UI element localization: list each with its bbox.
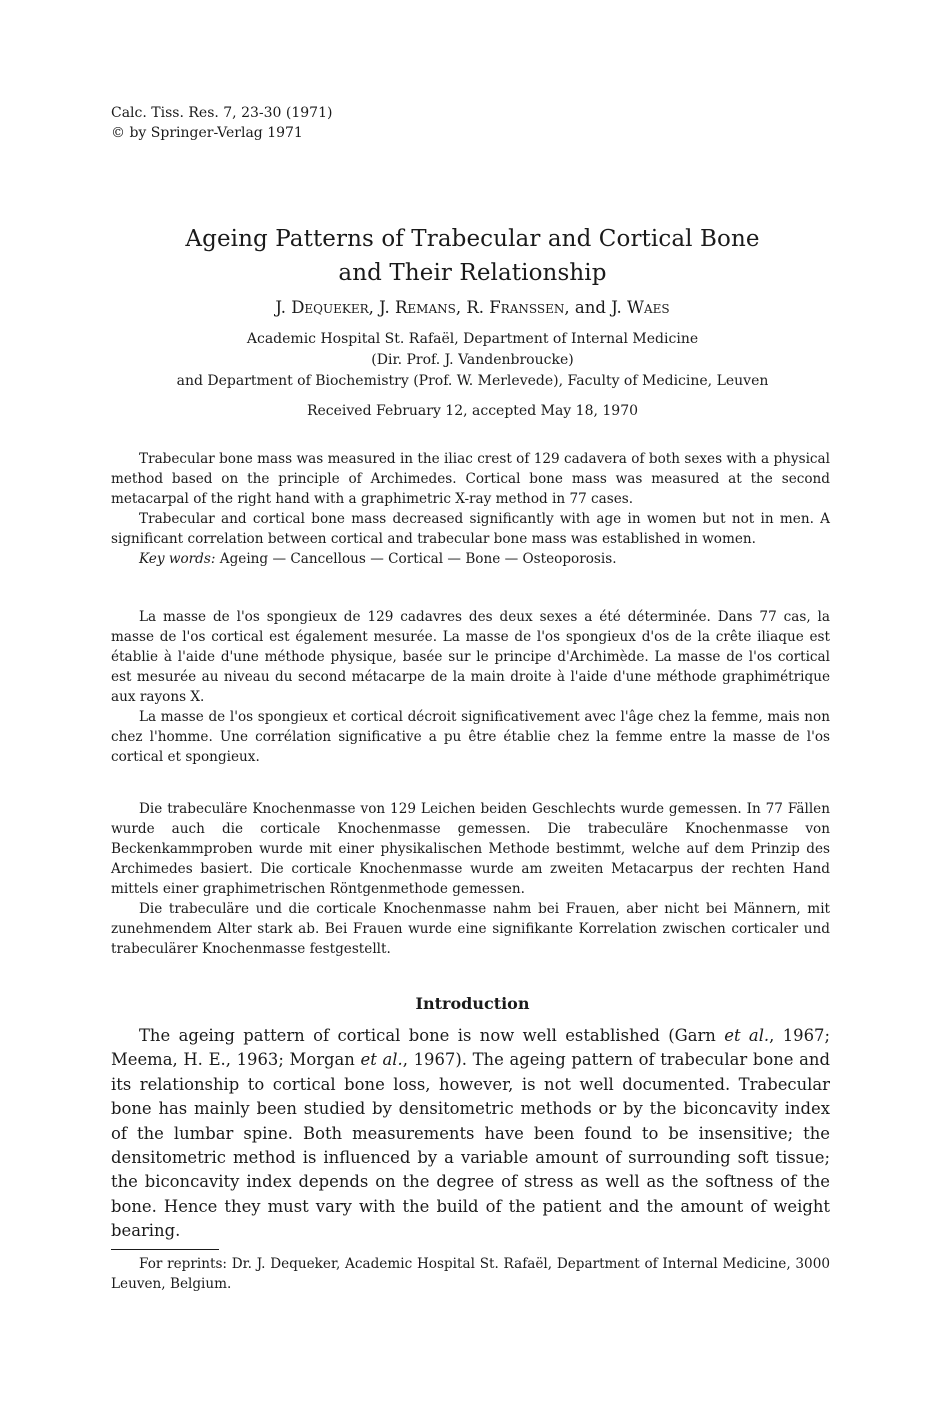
abstract-fr-paragraph-1: La masse de l'os spongieux de 129 cadavres des deux sexes a été déterminée. Dans 77 cas, la masse de l'os cortical est également mesurée. La masse de l'os spongieux d'os de la crête iliaque est établie à l'aide d'une méthode physique, basée sur le principe d'Archimède. La masse de l'os cortical est mesurée au niveau du second métacarpe de la main droite à l'aide d'une méthode graphimétrique aux rayons X.: [111, 609, 830, 705]
affiliation: [111, 329, 834, 392]
introduction-paragraph: [111, 1024, 830, 1244]
received-date: Received February 12, accepted May 18, 1970: [306, 403, 639, 419]
abstract-en-paragraph-2: Trabecular and cortical bone mass decreased significantly with age in women but not in men. A significant correlation between cortical and trabecular bone mass was established in women.: [111, 511, 830, 547]
intro-etal-2: et al.: [360, 1050, 403, 1070]
abstract-french: [111, 607, 830, 767]
author-3-name: Franssen: [489, 298, 565, 317]
author-2-name: Remans: [394, 298, 456, 317]
intro-etal-1: et al.: [724, 1026, 770, 1045]
author-1: [275, 298, 368, 317]
section-heading-introduction: Introduction: [415, 994, 530, 1013]
footnote-rule: [111, 1249, 219, 1250]
abstract-de-paragraph-1: Die trabeculäre Knochenmasse von 129 Leichen beiden Geschlechts wurde gemessen. In 77 Fällen wurde auch die corticale Knochenmasse gemessen. Die trabeculäre Knochenmasse von Beckenkammproben wurde mit einer physikalischen Methode bestimmt, welche auf dem Prinzip des Archimedes basiert. Die corticale Knochenmasse wurde am zweiten Metacarpus der rechten Hand mittels einer graphimetrischen Röntgenmethode gemessen.: [111, 801, 830, 897]
author-4-name: Waes: [627, 298, 670, 317]
copyright-line: © by Springer-Verlag 1971: [111, 125, 303, 141]
reprints-footnote: For reprints: Dr. J. Dequeker, Academic Hospital St. Rafaël, Department of Internal Medicine, 3000 Leuven, Belgium.: [111, 1256, 830, 1292]
author-list: J. Dequeker, J. Remans, R. Franssen, and J. Waes: [275, 298, 670, 317]
paper-title: [111, 222, 834, 290]
author-1-name: Dequeker: [291, 298, 369, 317]
title-line-1: Ageing Patterns of Trabecular and Cortical Bone: [185, 226, 760, 252]
title-line-2: and Their Relationship: [338, 260, 607, 286]
author-4: [611, 298, 669, 317]
footnote: [111, 1254, 830, 1294]
citation-line: Calc. Tiss. Res. 7, 23-30 (1971): [111, 105, 333, 121]
keywords-list: Ageing — Cancellous — Cortical — Bone — Osteoporosis.: [219, 551, 617, 567]
affiliation-line-1: Academic Hospital St. Rafaël, Department of Internal Medicine: [246, 331, 699, 347]
intro-text-2: , 1967; Meema, H. E., 1963; Morgan: [111, 1026, 830, 1070]
abstract-german: [111, 799, 830, 959]
abstract-english: [111, 449, 830, 569]
author-2-initial: J.: [379, 298, 395, 317]
author-conjunction: and: [574, 298, 606, 317]
author-4-initial: J.: [611, 298, 628, 317]
author-3-initial: R.: [466, 298, 490, 317]
affiliation-line-2: (Dir. Prof. J. Vandenbroucke): [371, 352, 574, 368]
abstract-en-paragraph-1: Trabecular bone mass was measured in the iliac crest of 129 cadavera of both sexes with a physical method based on the principle of Archimedes. Cortical bone mass was measured at the second metacarpal of the right hand with a graphimetric X-ray method in 77 cases.: [111, 451, 830, 507]
introduction-body: [111, 1024, 830, 1244]
keywords: [111, 549, 830, 569]
abstract-de-paragraph-2: Die trabeculäre und die corticale Knochenmasse nahm bei Frauen, aber nicht bei Männern, mit zunehmendem Alter stark ab. Bei Frauen wurde eine signifikante Korrelation zwischen corticaler und trabeculärer Knochenmasse festgestellt.: [111, 901, 830, 957]
intro-text-1: The ageing pattern of cortical bone is now well established (Garn: [139, 1026, 725, 1045]
author-3: [466, 298, 564, 317]
author-2: [379, 298, 456, 317]
abstract-fr-paragraph-2: La masse de l'os spongieux et cortical décroit significativement avec l'âge chez la femme, mais non chez l'homme. Une corrélation significative a pu être établie chez la femme entre la masse de l'os cortical et spongieux.: [111, 709, 830, 765]
intro-text-3: , 1967). The ageing pattern of trabecular bone and its relationship to cortical bone loss, however, is not well documented. Trabecular bone has mainly been studied by densitometric methods or by the biconcavity index of the lumbar spine. Both measurements have been found to be insensitive; the densitometric method is influenced by a variable amount of surrounding soft tissue; the biconcavity index depends on the degree of stress as well as the softness of the bone. Hence they must vary with the build of the patient and the amount of weight bearing.: [111, 1050, 830, 1241]
author-1-initial: J.: [275, 298, 292, 317]
affiliation-line-3: and Department of Biochemistry (Prof. W. Merlevede), Faculty of Medicine, Leuven: [176, 373, 769, 389]
keywords-label: Key words:: [139, 551, 216, 567]
journal-citation: [111, 103, 332, 143]
